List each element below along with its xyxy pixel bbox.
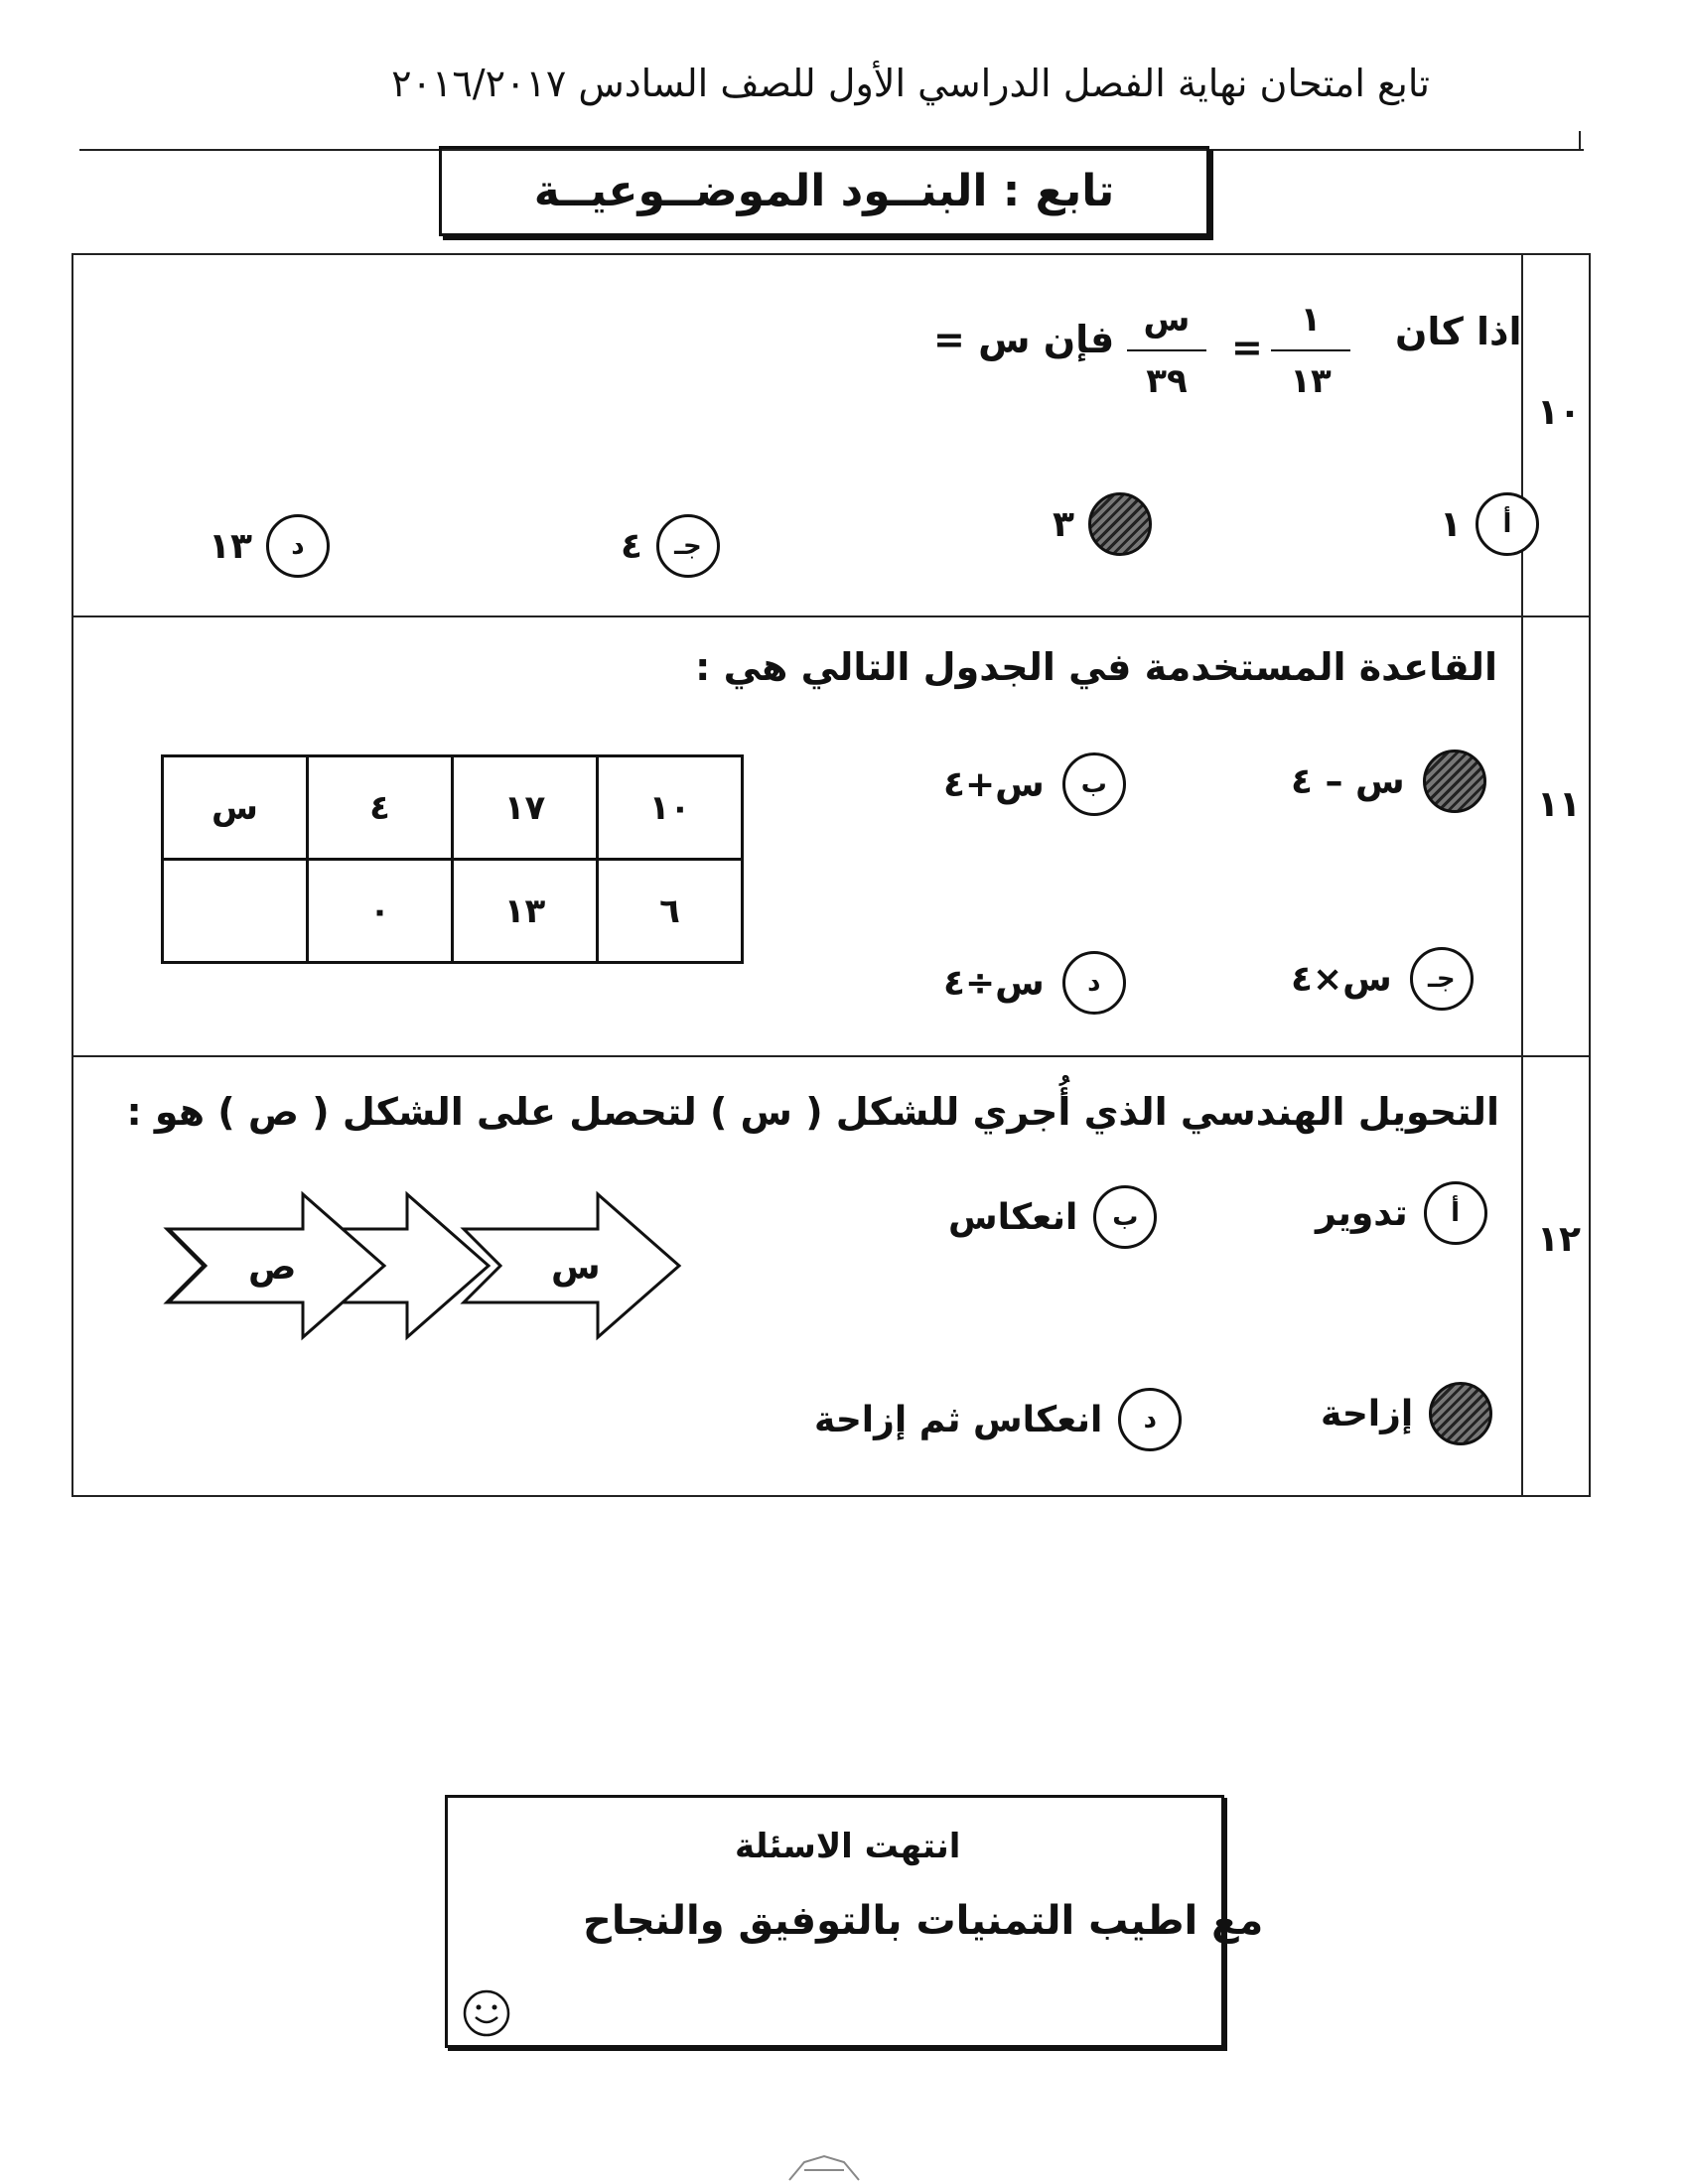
table-row [163,756,743,860]
option-letter-circle[interactable]: ب [1062,752,1126,816]
q11-stem: القاعدة المستخدمة في الجدول التالي هي : [695,645,1497,689]
q10-frac2-denominator: ٣٩ [1146,361,1188,401]
q10-option-d[interactable] [209,514,330,578]
question-number-12: ١٢ [1537,1219,1581,1260]
table-cell: ١٧ [453,756,598,860]
q10-frac2-numerator: س [1143,300,1191,340]
q12-option-b[interactable] [948,1185,1157,1249]
selected-option-circle[interactable] [1429,1382,1492,1445]
q10-equals-sign: = [1231,326,1263,369]
header-rule-tick [1579,131,1581,149]
option-letter-circle[interactable]: أ [1424,1181,1487,1245]
q10-option-a[interactable] [1440,492,1539,556]
question-number-10: ١٠ [1537,392,1581,433]
option-letter-circle[interactable]: جـ [1410,947,1474,1011]
q10-option-b-text: ٣ [1053,503,1074,545]
fraction-bar [1127,349,1206,351]
fraction-bar [1271,349,1350,351]
table-cell: ٤ [308,756,453,860]
table-cell: ٠ [308,860,453,963]
table-cell: ١٣ [453,860,598,963]
q11-value-table [161,754,744,964]
q11-option-d-text: س÷٤ [943,962,1045,1004]
selected-option-circle[interactable] [1423,750,1486,813]
q11-option-a[interactable] [1291,750,1486,813]
table-cell: س [163,756,308,860]
selected-option-circle[interactable] [1088,492,1152,556]
q12-option-a-text: تدوير [1316,1192,1408,1234]
q11-option-a-text: س – ٤ [1291,760,1405,802]
table-cell [163,860,308,963]
q11-option-b[interactable] [943,752,1126,816]
table-cell: ١٠ [598,756,743,860]
option-letter-circle[interactable]: أ [1476,492,1539,556]
row-divider-2 [71,1055,1591,1057]
good-wishes-message: مع اطيب التمنيات بالتوفيق والنجاح [583,1898,1264,1944]
end-of-questions-in-box: انتهت الاسئلة [735,1827,961,1866]
shape-left-label: ص [248,1247,297,1288]
question-number-11: ١١ [1537,784,1581,825]
q12-option-b-text: انعكاس [948,1196,1078,1238]
table-row [163,860,743,963]
q11-option-c-text: س×٤ [1291,958,1392,1000]
q10-option-a-text: ١ [1440,503,1462,545]
q10-option-c[interactable] [621,514,720,578]
q12-option-c-text: إزاحة [1321,1393,1414,1434]
q10-stem-prefix: اذا كان [1395,310,1522,353]
q10-fraction-1 [1271,300,1350,401]
q11-option-c[interactable] [1291,947,1474,1011]
q11-option-d[interactable] [943,951,1126,1015]
number-column-divider [1521,253,1523,1497]
q10-frac1-denominator: ١٣ [1290,361,1332,401]
shape-right-label: س [551,1247,601,1288]
option-letter-circle[interactable]: د [266,514,330,578]
row-divider-1 [71,615,1591,617]
q12-option-a[interactable] [1316,1181,1487,1245]
option-letter-circle[interactable]: ب [1093,1185,1157,1249]
page-footer-logo-icon [784,2152,864,2182]
section-title-box [439,146,1209,236]
q11-option-b-text: س+٤ [943,763,1045,805]
option-letter-circle[interactable]: د [1118,1388,1182,1451]
q12-option-d[interactable] [814,1388,1182,1451]
q10-frac1-numerator: ١ [1300,300,1322,340]
q12-option-d-text: انعكاس ثم إزاحة [814,1399,1103,1440]
option-letter-circle[interactable]: د [1062,951,1126,1015]
q12-option-c[interactable] [1321,1382,1492,1445]
q10-stem-suffix: فإن س = [933,318,1115,361]
smiley-face-icon [462,1988,511,2038]
table-cell: ٦ [598,860,743,963]
q12-stem: التحويل الهندسي الذي أُجري للشكل ( س ) لتحصل على الشكل ( ص ) هو : [126,1090,1499,1134]
q10-option-d-text: ١٣ [209,525,252,567]
section-title: تابع : البنــود الموضــوعيــة [533,166,1115,216]
q10-option-b[interactable] [1053,492,1152,556]
q10-fraction-2 [1127,300,1206,401]
option-letter-circle[interactable]: جـ [656,514,720,578]
q10-option-c-text: ٤ [621,525,642,567]
exam-header-title: تابع امتحان نهاية الفصل الدراسي الأول للصف السادس ٢٠١٦/٢٠١٧ [391,62,1430,105]
